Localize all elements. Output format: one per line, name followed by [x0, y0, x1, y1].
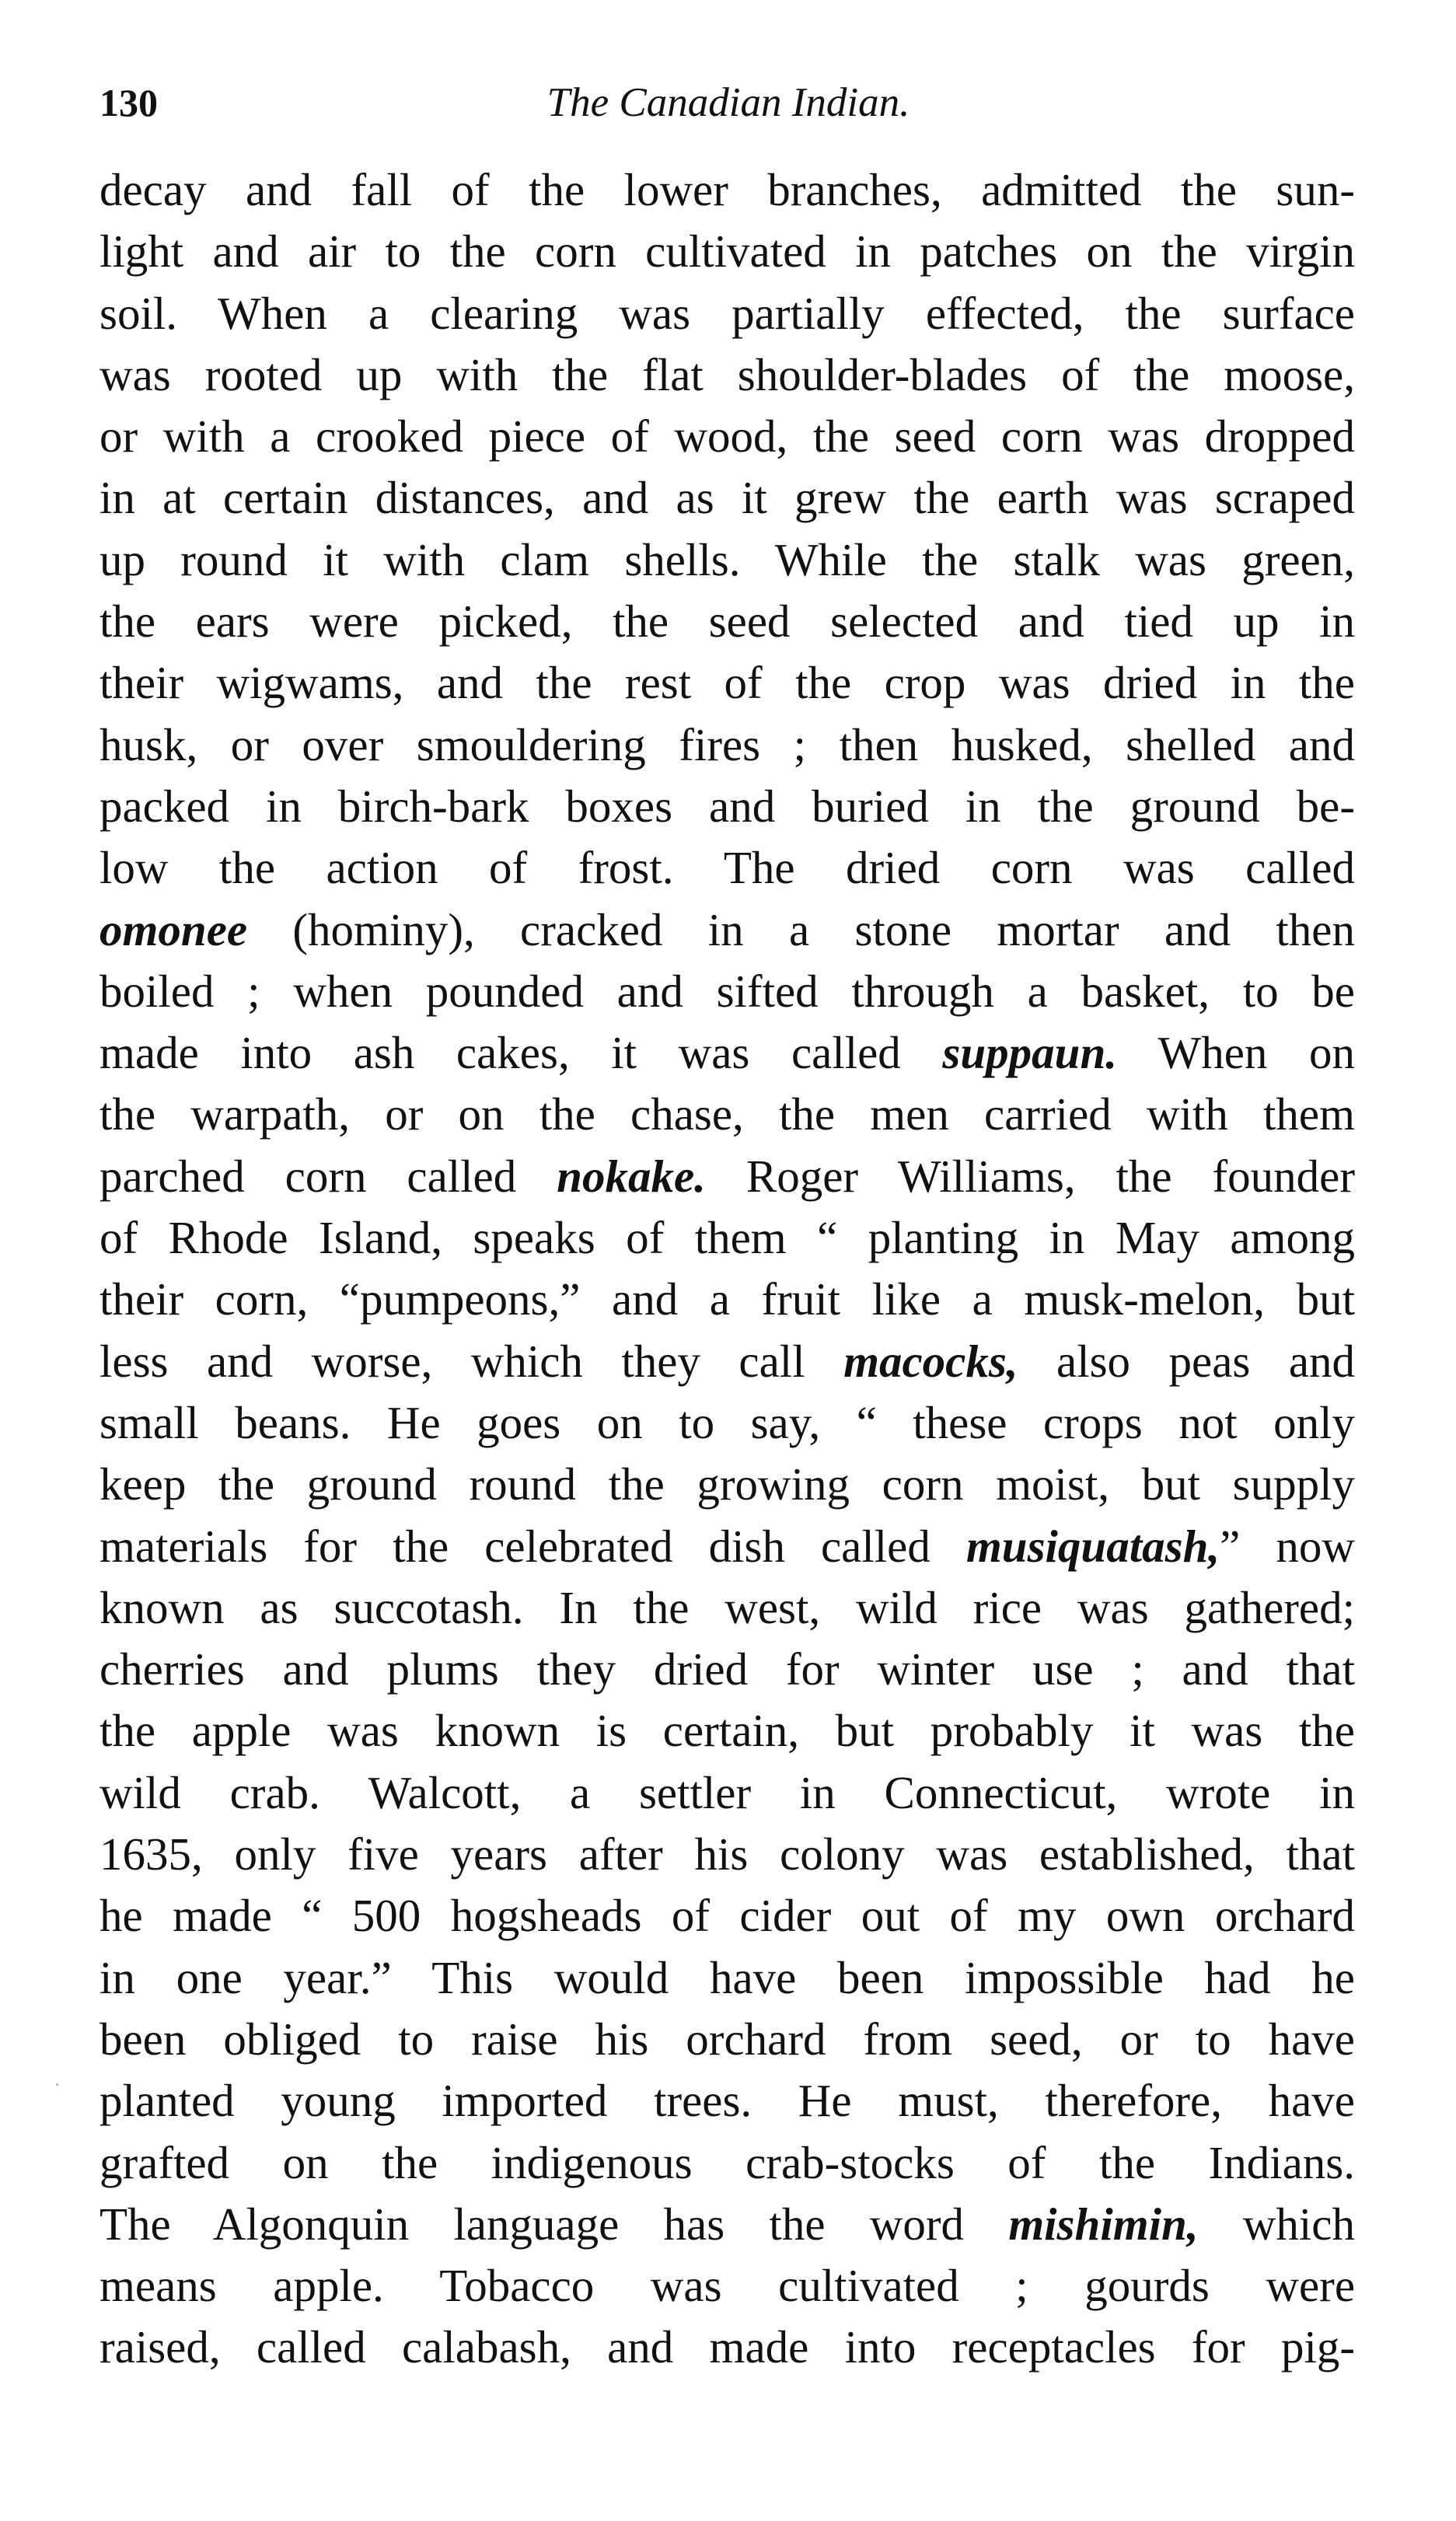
- text-line: [100, 529, 1355, 591]
- text-line: [100, 591, 1355, 652]
- text-line: [100, 652, 1355, 714]
- text-segment: packed in birch-bark boxes and buried in the ground be-: [100, 780, 1355, 832]
- text-line: [100, 1331, 1355, 1392]
- text-segment: (hominy), cracked in a stone mortar and then: [247, 903, 1355, 955]
- text-segment: was rooted up with the flat shoulder-blades of the moose,: [100, 348, 1355, 400]
- text-segment: Roger Williams, the founder: [705, 1150, 1355, 1202]
- text-segment: also peas and: [1018, 1335, 1355, 1387]
- text-line: [100, 1454, 1355, 1515]
- text-line: [100, 1947, 1355, 2009]
- text-segment: grafted on the indigenous crab-stocks of the Indians.: [100, 2136, 1355, 2188]
- text-segment: the apple was known is certain, but probably it was the: [100, 1705, 1355, 1757]
- text-line: [100, 1700, 1355, 1762]
- text-segment: of Rhode Island, speaks of them “ planting in May among: [100, 1212, 1355, 1264]
- text-line: [100, 2317, 1355, 2378]
- text-line: [100, 1762, 1355, 1824]
- text-line: [100, 406, 1355, 467]
- text-segment: their wigwams, and the rest of the crop was dried in the: [100, 657, 1355, 709]
- running-title: The Canadian Indian.: [546, 80, 910, 125]
- italic-term: musiquatash,: [965, 1520, 1220, 1572]
- text-line: [100, 344, 1355, 406]
- text-line: [100, 467, 1355, 529]
- text-segment: decay and fall of the lower branches, admitted the sun-: [100, 164, 1355, 215]
- text-segment: husk, or over smouldering fires ; then husked, shelled and: [100, 718, 1355, 770]
- text-segment: parched corn called: [100, 1150, 557, 1202]
- text-segment: low the action of frost. The dried corn was called: [100, 842, 1355, 894]
- text-segment: known as succotash. In the west, wild rice was gathered;: [100, 1581, 1355, 1633]
- text-line: [100, 714, 1355, 776]
- text-line: [100, 283, 1355, 344]
- text-line: [100, 1824, 1355, 1885]
- text-segment: When on: [1117, 1027, 1355, 1079]
- text-segment: he made “ 500 hogsheads of cider out of my own orchard: [100, 1890, 1355, 1942]
- text-segment: in at certain distances, and as it grew the earth was scraped: [100, 472, 1355, 524]
- text-segment: small beans. He goes on to say, “ these crops not only: [100, 1396, 1355, 1448]
- page-header: [100, 72, 1357, 134]
- text-segment: wild crab. Walcott, a settler in Connecticut, wrote in: [100, 1766, 1355, 1818]
- text-segment: keep the ground round the growing corn moist, but supply: [100, 1458, 1355, 1510]
- text-segment: in one year.” This would have been impossible had he: [100, 1951, 1355, 2003]
- text-line: [100, 1516, 1355, 1577]
- text-segment: ” now: [1220, 1520, 1355, 1572]
- text-line: [100, 1146, 1355, 1207]
- scan-speck: [56, 2083, 58, 2086]
- text-line: [100, 2255, 1355, 2317]
- text-line: [100, 1392, 1355, 1454]
- text-line: [100, 159, 1355, 221]
- text-line: [100, 1022, 1355, 1084]
- text-line: [100, 961, 1355, 1022]
- italic-term: mishimin,: [1008, 2198, 1199, 2250]
- text-line: [100, 1084, 1355, 1145]
- text-line: [100, 221, 1355, 282]
- text-line: [100, 1885, 1355, 1947]
- italic-term: omonee: [100, 903, 248, 955]
- text-segment: less and worse, which they call: [100, 1335, 844, 1387]
- text-line: [100, 899, 1355, 961]
- text-segment: which: [1198, 2198, 1355, 2250]
- text-segment: means apple. Tobacco was cultivated ; gourds were: [100, 2260, 1355, 2312]
- text-segment: boiled ; when pounded and sifted through a basket, to be: [100, 965, 1355, 1017]
- text-segment: or with a crooked piece of wood, the seed corn was dropped: [100, 410, 1355, 463]
- text-segment: up round it with clam shells. While the stalk was green,: [100, 533, 1355, 585]
- text-segment: their corn, “pumpeons,” and a fruit like a musk-melon, but: [100, 1273, 1355, 1325]
- page-number: 130: [100, 81, 158, 124]
- text-segment: soil. When a clearing was partially effected, the surface: [100, 287, 1355, 339]
- body-text: [100, 159, 1355, 2379]
- text-segment: planted young imported trees. He must, therefore, have: [100, 2075, 1355, 2127]
- text-segment: The Algonquin language has the word: [100, 2198, 1009, 2250]
- text-line: [100, 2194, 1355, 2255]
- text-segment: cherries and plums they dried for winter use ; and that: [100, 1643, 1355, 1695]
- italic-term: suppaun.: [942, 1027, 1118, 1079]
- italic-term: macocks,: [843, 1335, 1018, 1387]
- italic-term: nokake.: [557, 1150, 706, 1202]
- text-segment: made into ash cakes, it was called: [100, 1027, 943, 1079]
- text-segment: light and air to the corn cultivated in patches on the virgin: [100, 225, 1355, 278]
- text-line: [100, 2070, 1355, 2132]
- text-line: [100, 837, 1355, 899]
- text-line: [100, 1269, 1355, 1330]
- text-line: [100, 2009, 1355, 2070]
- text-segment: raised, called calabash, and made into receptacles for pig-: [100, 2321, 1355, 2373]
- text-segment: 1635, only five years after his colony was established, that: [100, 1828, 1355, 1880]
- text-line: [100, 1577, 1355, 1639]
- text-segment: the warpath, or on the chase, the men carried with them: [100, 1088, 1355, 1140]
- text-segment: materials for the celebrated dish called: [100, 1520, 966, 1572]
- text-segment: the ears were picked, the seed selected and tied up in: [100, 595, 1355, 648]
- text-line: [100, 1639, 1355, 1700]
- text-line: [100, 776, 1355, 837]
- text-line: [100, 1207, 1355, 1269]
- text-line: [100, 2132, 1355, 2194]
- text-segment: been obliged to raise his orchard from seed, or to have: [100, 2013, 1355, 2065]
